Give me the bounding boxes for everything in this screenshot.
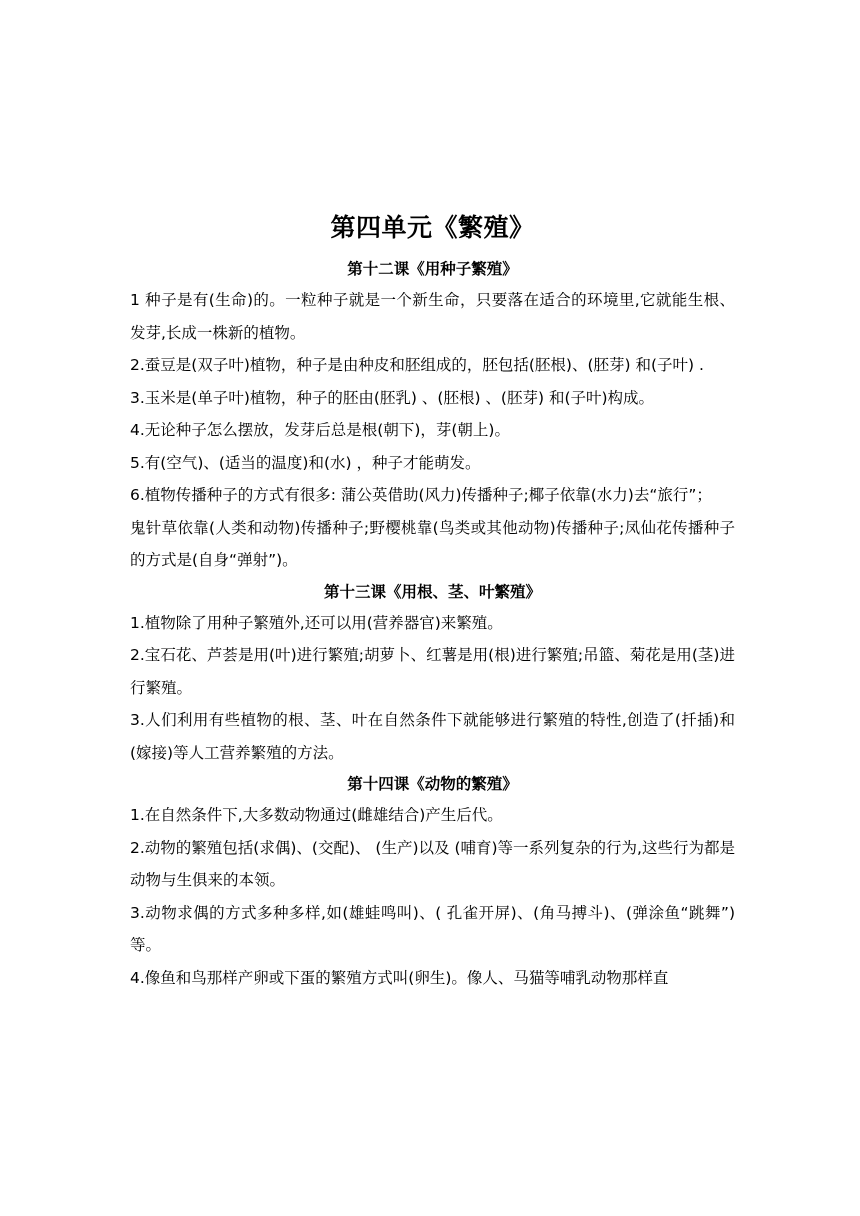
paragraph: 3.玉米是(单子叶)植物，种子的胚由(胚乳) 、(胚根) 、(胚芽) 和(子叶)构成。 xyxy=(130,388,655,407)
paragraph: 1 种子是有(生命)的。一粒种子就是一个新生命，只要落在适合的环境里,它就能生根、发芽,长成一株新的植物。 xyxy=(130,291,735,342)
lesson-heading: 第十四课《动物的繁殖》 xyxy=(347,775,518,793)
paragraph: 2.宝石花、芦荟是用(叶)进行繁殖;胡萝卜、红薯是用(根)进行繁殖;吊篮、菊花是用(茎)进行繁殖。 xyxy=(130,646,735,697)
paragraph: 3.动物求偶的方式多种多样,如(雄蛙鸣叫)、( 孔雀开屏)、(角马搏斗)、(弹涂鱼“跳舞”)等。 xyxy=(130,903,735,954)
lesson-heading: 第十三课《用根、茎、叶繁殖》 xyxy=(323,582,541,601)
paragraph: 6.植物传播种子的方式有很多: 蒲公英借助(风力)传播种子;椰子依靠(水力)去“旅行”； xyxy=(130,486,712,504)
document-content xyxy=(130,210,735,994)
paragraph: 2.蚕豆是(双子叶)植物，种子是由种皮和胚组成的，胚包括(胚根)、(胚芽) 和(子叶) . xyxy=(130,356,704,374)
paragraph: 1.在自然条件下,大多数动物通过(雌雄结合)产生后代。 xyxy=(130,806,503,824)
paragraph: 4.无论种子怎么摆放，发芽后总是根(朝下)，芽(朝上)。 xyxy=(130,421,510,439)
lesson-section xyxy=(130,254,735,577)
paragraph: 3.人们利用有些植物的根、茎、叶在自然条件下就能够进行繁殖的特性,创造了(扦插)和(嫁接)等人工营养繁殖的方法。 xyxy=(130,711,735,762)
lesson-section xyxy=(130,577,735,770)
paragraph: 1.植物除了用种子繁殖外,还可以用(营养器官)来繁殖。 xyxy=(130,613,503,632)
paragraph: 2.动物的繁殖包括(求偶)、(交配)、 (生产)以及 (哺育)等一系列复杂的行为,这些行为都是动物与生俱来的本领。 xyxy=(130,838,735,889)
lesson-heading: 第十二课《用种子繁殖》 xyxy=(347,260,518,278)
paragraph: 鬼针草依靠(人类和动物)传播种子;野樱桃靠(鸟类或其他动物)传播种子;凤仙花传播种子的方式是(自身“弹射”)。 xyxy=(130,518,735,569)
paragraph: 4.像鱼和鸟那样产卵或下蛋的繁殖方式叫(卵生)。像人、马猫等哺乳动物那样直 xyxy=(130,968,669,987)
lesson-section xyxy=(130,769,735,994)
unit-title: 第四单元《繁殖》 xyxy=(330,213,535,242)
paragraph: 5.有(空气)、(适当的温度)和(水) ，种子才能萌发。 xyxy=(130,453,481,472)
